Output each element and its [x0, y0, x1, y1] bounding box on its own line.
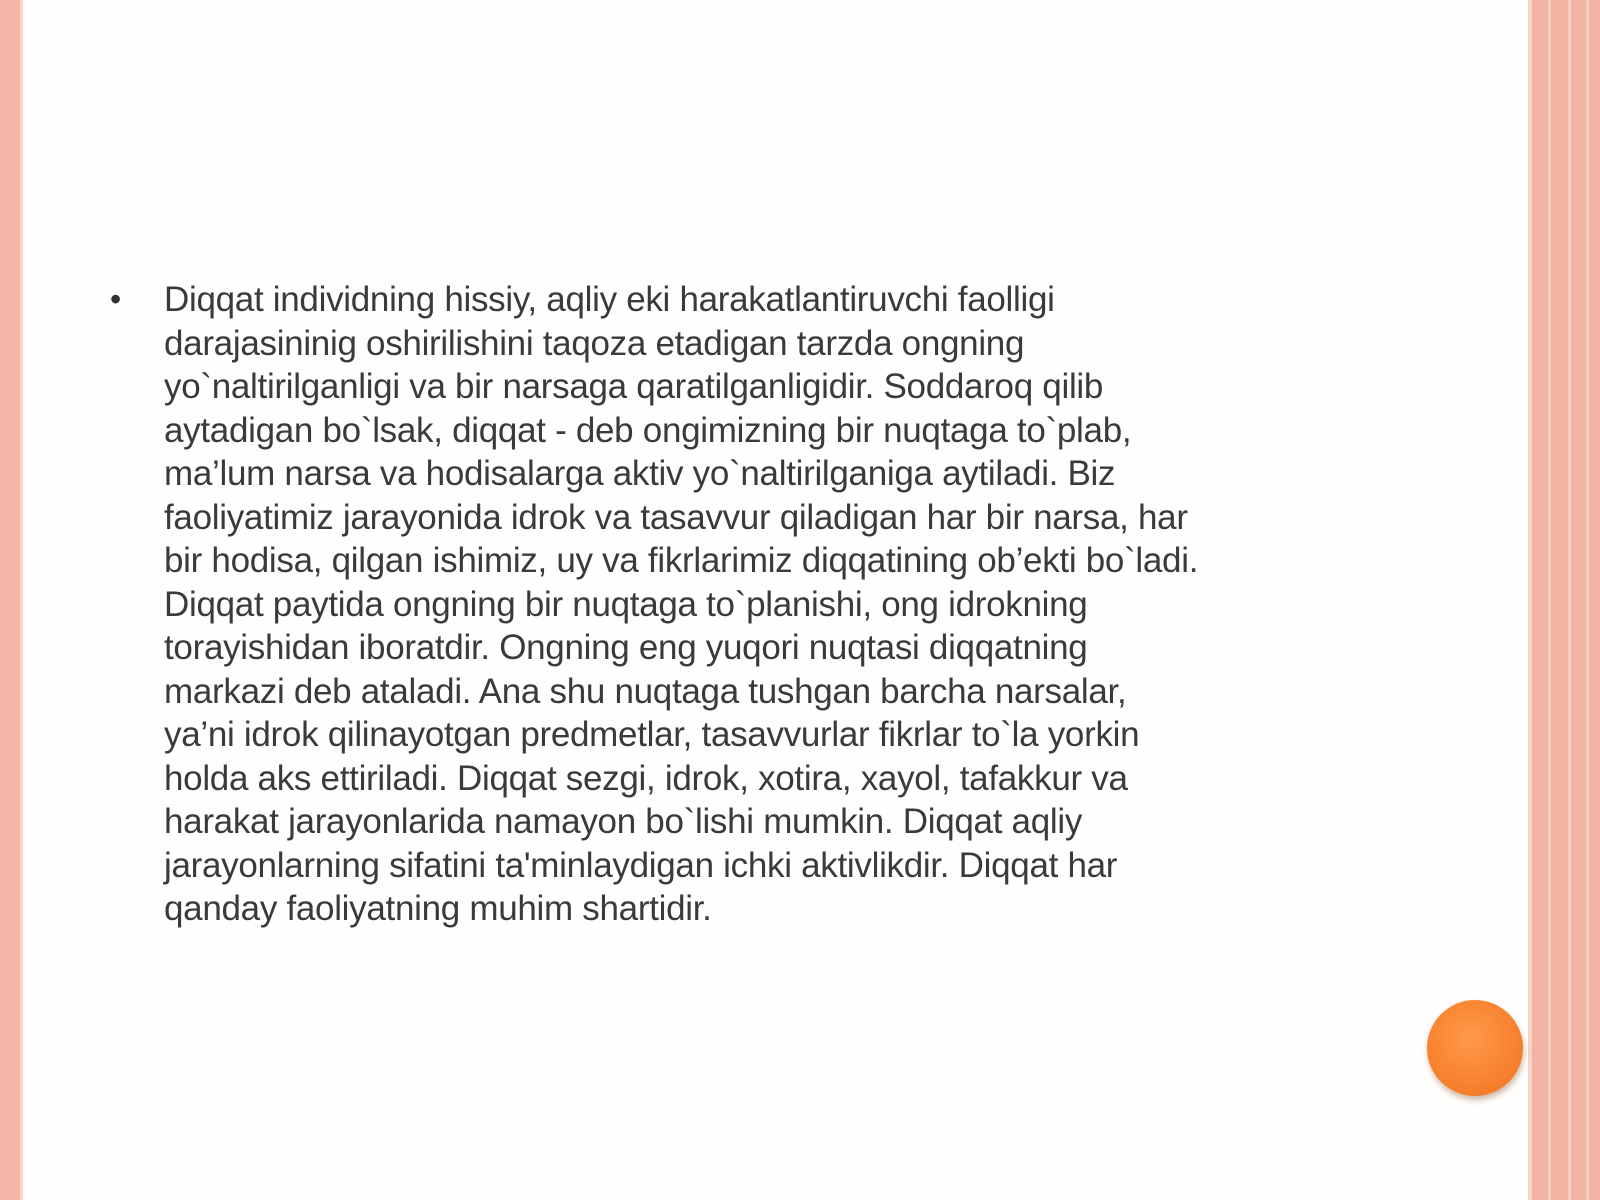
- paragraph-line: bir hodisa, qilgan ishimiz, uy va fikrlarimiz diqqatining ob’ekti bo`ladi.: [164, 541, 1199, 580]
- right-border-decoration: [1532, 0, 1600, 1200]
- orange-circle-decoration: [1427, 1000, 1523, 1096]
- paragraph-line: yo`naltirilganligi va bir narsaga qaratilganligidir. Soddaroq qilib: [164, 367, 1104, 406]
- bullet-paragraph: [164, 278, 1440, 931]
- paragraph-line: Diqqat individning hissiy, aqliy eki harakatlantiruvchi faolligi: [164, 280, 1055, 319]
- right-border-stripe: [1568, 0, 1571, 1200]
- left-border-highlight: [20, 0, 23, 1200]
- paragraph-line: ya’ni idrok qilinayotgan predmetlar, tasavvurlar fikrlar to`la yorkin: [164, 715, 1140, 754]
- paragraph-line: holda aks ettiriladi. Diqqat sezgi, idrok, xotira, xayol, tafakkur va: [164, 758, 1128, 798]
- paragraph-line: aytadigan bo`lsak, diqqat - deb ongimizning bir nuqtaga to`plab,: [164, 410, 1132, 450]
- bullet-item: [100, 278, 1440, 931]
- left-border-decoration: [0, 0, 20, 1200]
- bullet-marker: •: [110, 281, 122, 317]
- right-border-stripe: [1586, 0, 1589, 1200]
- paragraph-line: jarayonlarning sifatini ta'minlaydigan ichki aktivlikdir. Diqqat har: [164, 845, 1118, 885]
- paragraph-line: Diqqat paytida ongning bir nuqtaga to`planishi, ong idrokning: [164, 584, 1088, 624]
- paragraph-line: darajasininig oshirilishini taqoza etadigan tarzda ongning: [164, 323, 1025, 363]
- paragraph-line: harakat jarayonlarida namayon bo`lishi mumkin. Diqqat aqliy: [164, 802, 1083, 841]
- paragraph-line: torayishidan iboratdir. Ongning eng yuqori nuqtasi diqqatning: [164, 628, 1088, 667]
- slide-content: [100, 278, 1440, 931]
- paragraph-line: markazi deb ataladi. Ana shu nuqtaga tushgan barcha narsalar,: [164, 671, 1127, 711]
- paragraph-line: ma’lum narsa va hodisalarga aktiv yo`naltirilganiga aytiladi. Biz: [164, 454, 1116, 493]
- right-border-stripe: [1548, 0, 1551, 1200]
- paragraph-line: qanday faoliyatning muhim shartidir.: [164, 889, 712, 928]
- paragraph-line: faoliyatimiz jarayonida idrok va tasavvur qiladigan har bir narsa, har: [164, 497, 1188, 537]
